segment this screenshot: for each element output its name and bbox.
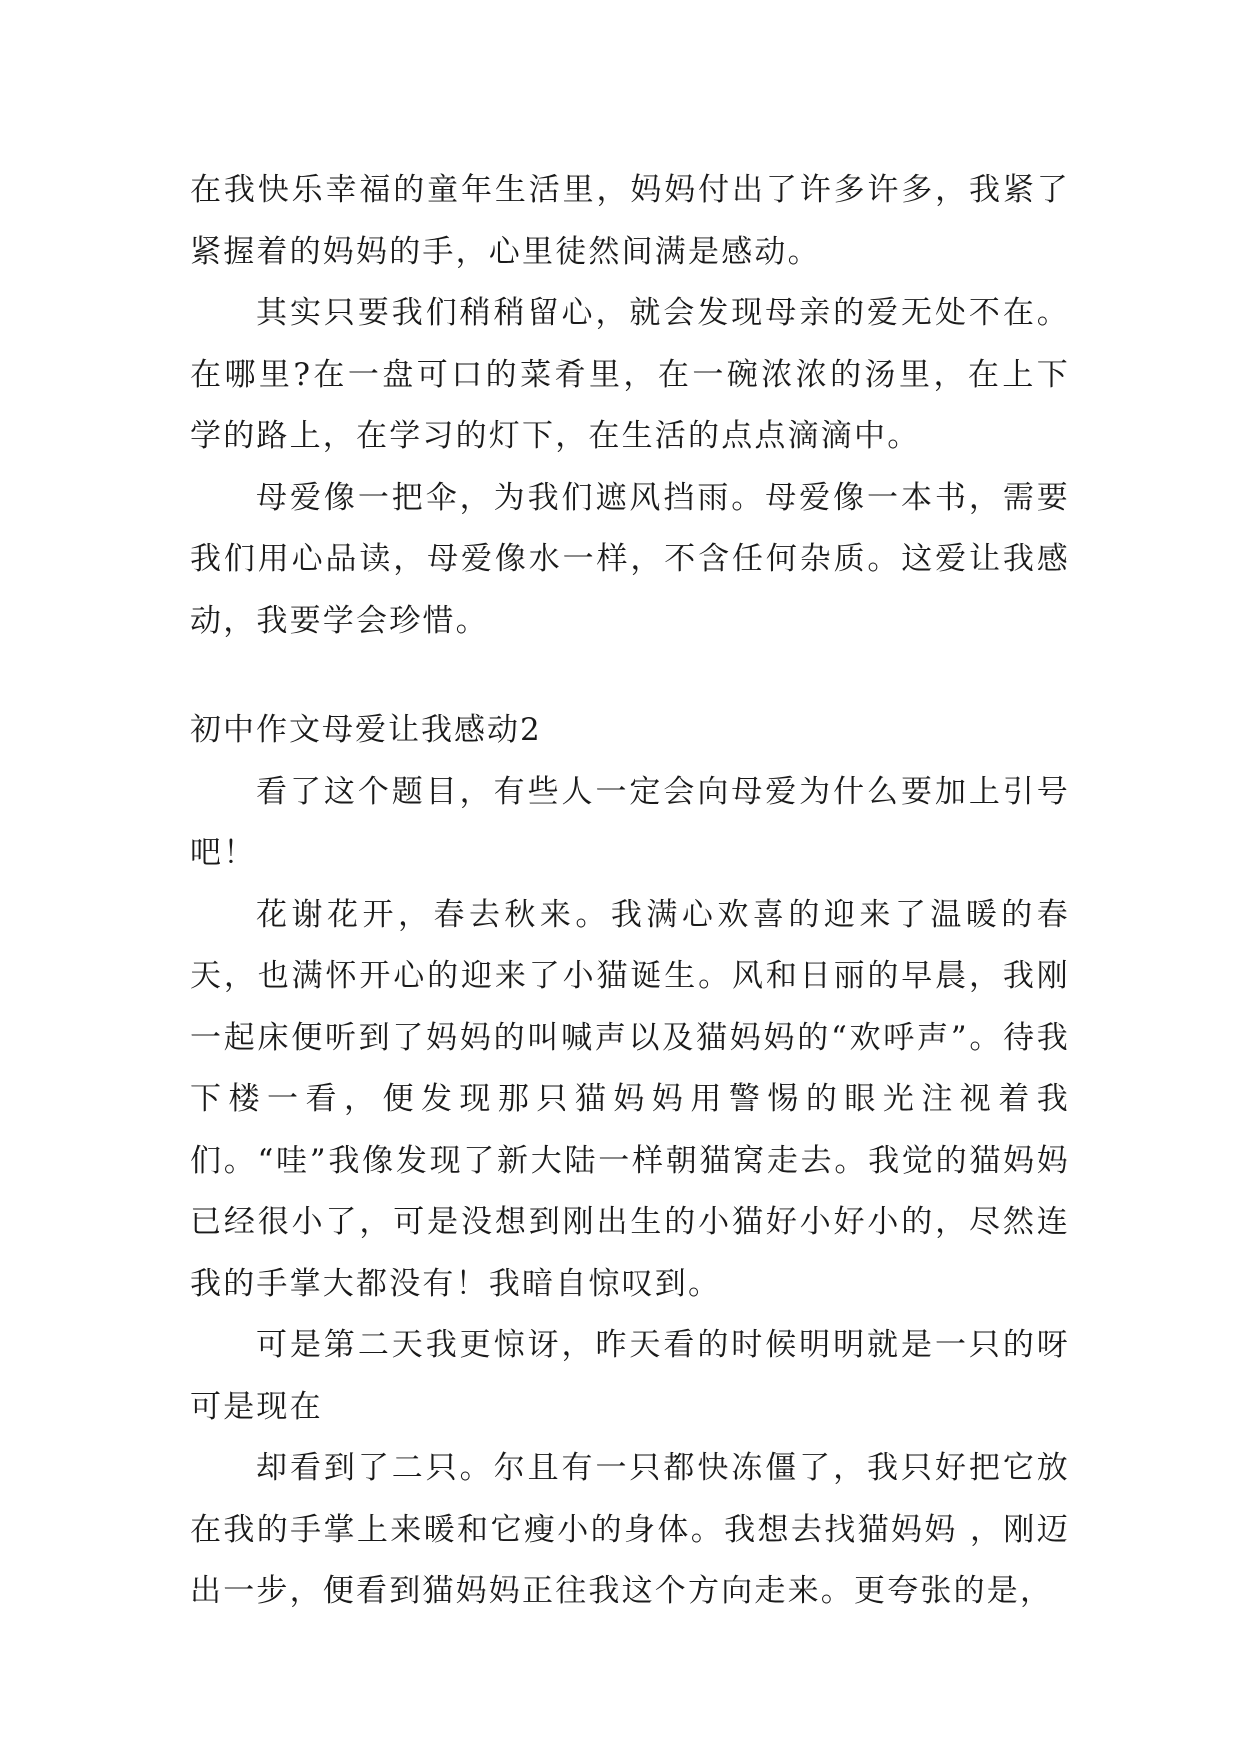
paragraph-4: 看了这个题目，有些人一定会向母爱为什么要加上引号吧！ (190, 773, 1070, 871)
document-body (190, 160, 1070, 1623)
paragraph-7: 却看到了二只。尔且有一只都快冻僵了，我只好把它放在我的手掌上来暖和它瘦小的身体。我想去找猫妈妈 ，刚迈出一步，便看到猫妈妈正往我这个方向走来。更夸张的是， (190, 1450, 1070, 1609)
paragraph-6: 可是第二天我更惊讶，昨天看的时候明明就是一只的呀可是现在 (190, 1327, 1070, 1425)
paragraph-1: 在我快乐幸福的童年生活里，妈妈付出了许多许多，我紧了紧握着的妈妈的手，心里徒然间满是感动。 (190, 172, 1070, 270)
paragraph-2: 其实只要我们稍稍留心，就会发现母亲的爱无处不在。在哪里?在一盘可口的菜肴里，在一碗浓浓的汤里，在上下学的路上，在学习的灯下，在生活的点点滴滴中。 (190, 295, 1070, 454)
section-title: 初中作文母爱让我感动2 (190, 712, 542, 748)
paragraph-3: 母爱像一把伞，为我们遮风挡雨。母爱像一本书，需要我们用心品读，母爱像水一样，不含任何杂质。这爱让我感动，我要学会珍惜。 (190, 479, 1070, 639)
paragraph-5: 花谢花开，春去秋来。我满心欢喜的迎来了温暖的春天，也满怀开心的迎来了小猫诞生。风和日丽的早晨，我刚一起床便听到了妈妈的叫喊声以及猫妈妈的“欢呼声”。待我下楼一看，便发现那只猫妈妈用警惕的眼光注视着我们。“哇”我像发现了新大陆一样朝猫窝走去。我觉的猫妈妈已经很小了，可是没想到刚出生的小猫好小好小的，尽然连我的手掌大都没有！我暗自惊叹到。 (190, 896, 1070, 1302)
